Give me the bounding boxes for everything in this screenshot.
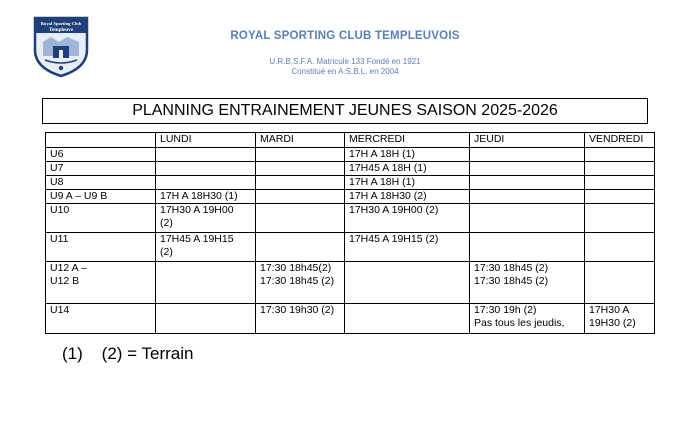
- cell-text: 17H45 A 19H15 (2): [349, 233, 439, 245]
- cell-lundi: [156, 162, 256, 176]
- cell-jeudi: [470, 204, 585, 233]
- cell-text: 17H45 A 19H15: [160, 233, 234, 245]
- cell-text: U12 A –: [50, 262, 87, 274]
- cell-mardi: [256, 204, 345, 233]
- cell-category: [46, 162, 156, 176]
- cell-category: [46, 176, 156, 190]
- cell-mercredi: [345, 162, 470, 176]
- table-row: [46, 204, 655, 233]
- cell-text: U14: [50, 304, 70, 316]
- cell-text: 17:30 18h45 (2): [474, 262, 549, 274]
- cell-lundi: [156, 233, 256, 262]
- table-row: [46, 176, 655, 190]
- table-header-row: [46, 133, 655, 148]
- table-row: [46, 262, 655, 304]
- header-cell-mercredi: MERCREDI: [345, 133, 470, 148]
- cell-text: 17H A 18H (1): [349, 148, 415, 160]
- cell-mercredi: [345, 148, 470, 162]
- cell-text: U8: [50, 176, 64, 188]
- cell-text: 17:30 18h45 (2): [260, 275, 335, 287]
- cell-vendredi: [585, 176, 655, 190]
- cell-text: 19H30 (2): [589, 317, 636, 329]
- cell-lundi: [156, 190, 256, 204]
- cell-text: 17:30 19h (2): [474, 304, 537, 316]
- cell-category: [46, 233, 156, 262]
- cell-text: U11: [50, 233, 69, 245]
- cell-text: U9 A – U9 B: [50, 190, 108, 202]
- cell-category: [46, 148, 156, 162]
- club-subtitle-line-1: U.R.B.S.F.A. Matricule 133 Fondé en 1921: [269, 57, 421, 66]
- cell-mardi: [256, 304, 345, 334]
- club-name: ROYAL SPORTING CLUB TEMPLEUVOIS: [230, 30, 460, 42]
- cell-mercredi: [345, 262, 470, 304]
- table-row: [46, 148, 655, 162]
- cell-mercredi: [345, 176, 470, 190]
- cell-text: (2): [160, 217, 173, 229]
- training-schedule-table: [45, 132, 655, 334]
- cell-text: 17:30 18h45 (2): [474, 275, 549, 287]
- club-logo: [33, 16, 89, 78]
- cell-vendredi: [585, 262, 655, 304]
- table-body: [46, 148, 655, 334]
- cell-jeudi: [470, 190, 585, 204]
- cell-jeudi: [470, 304, 585, 334]
- table-row: [46, 233, 655, 262]
- cell-mercredi: [345, 304, 470, 334]
- cell-text: 17H A 18H (1): [349, 176, 415, 188]
- cell-mercredi: [345, 190, 470, 204]
- cell-lundi: [156, 204, 256, 233]
- cell-mardi: [256, 148, 345, 162]
- cell-text: 17H45 A 18H (1): [349, 162, 427, 174]
- cell-text: 17H30 A 19H00 (2): [349, 204, 439, 216]
- logo-text-top: Royal Sporting Club: [40, 21, 82, 26]
- club-subtitle-line-2: Constitué en A.S.B.L. en 2004: [291, 67, 399, 76]
- cell-text: 17H30 A 19H00: [160, 204, 234, 216]
- cell-text: U10: [50, 204, 70, 216]
- cell-vendredi: [585, 304, 655, 334]
- cell-jeudi: [470, 262, 585, 304]
- cell-text: 17H30 A: [589, 304, 630, 316]
- cell-jeudi: [470, 162, 585, 176]
- cell-vendredi: [585, 148, 655, 162]
- cell-lundi: [156, 176, 256, 190]
- cell-mardi: [256, 190, 345, 204]
- cell-mercredi: [345, 233, 470, 262]
- header-cell-category: [46, 133, 156, 148]
- page-title: PLANNING ENTRAINEMENT JEUNES SAISON 2025-2026: [42, 98, 648, 124]
- cell-category: [46, 204, 156, 233]
- cell-jeudi: [470, 148, 585, 162]
- cell-jeudi: [470, 176, 585, 190]
- header-cell-lundi: LUNDI: [156, 133, 256, 148]
- cell-text: 17:30 18h45(2): [260, 262, 332, 274]
- table-row: [46, 190, 655, 204]
- cell-category: [46, 190, 156, 204]
- table-row: [46, 162, 655, 176]
- cell-lundi: [156, 148, 256, 162]
- cell-text: U12 B: [50, 275, 80, 287]
- cell-jeudi: [470, 233, 585, 262]
- cell-mardi: [256, 162, 345, 176]
- header-cell-vendredi: VENDREDI: [585, 133, 655, 148]
- cell-text: 17H A 18H30 (1): [160, 190, 238, 202]
- logo-text-bottom: Templeuve: [48, 27, 74, 33]
- cell-vendredi: [585, 190, 655, 204]
- cell-mardi: [256, 233, 345, 262]
- cell-category: [46, 304, 156, 334]
- header-cell-mardi: MARDI: [256, 133, 345, 148]
- cell-category: [46, 262, 156, 304]
- header-cell-jeudi: JEUDI: [470, 133, 585, 148]
- cell-mardi: [256, 262, 345, 304]
- cell-text: U7: [50, 162, 64, 174]
- cell-mercredi: [345, 204, 470, 233]
- cell-mardi: [256, 176, 345, 190]
- cell-lundi: [156, 304, 256, 334]
- cell-lundi: [156, 262, 256, 304]
- cell-vendredi: [585, 233, 655, 262]
- cell-text: U6: [50, 148, 64, 160]
- cell-text: Pas tous les jeudis,: [474, 317, 565, 329]
- cell-text: (2): [160, 246, 173, 258]
- cell-text: 17:30 19h30 (2): [260, 304, 335, 316]
- cell-text: 17H A 18H30 (2): [349, 190, 427, 202]
- cell-vendredi: [585, 162, 655, 176]
- footnote-terrain: (1) (2) = Terrain: [62, 344, 194, 363]
- table-row: [46, 304, 655, 334]
- cell-vendredi: [585, 204, 655, 233]
